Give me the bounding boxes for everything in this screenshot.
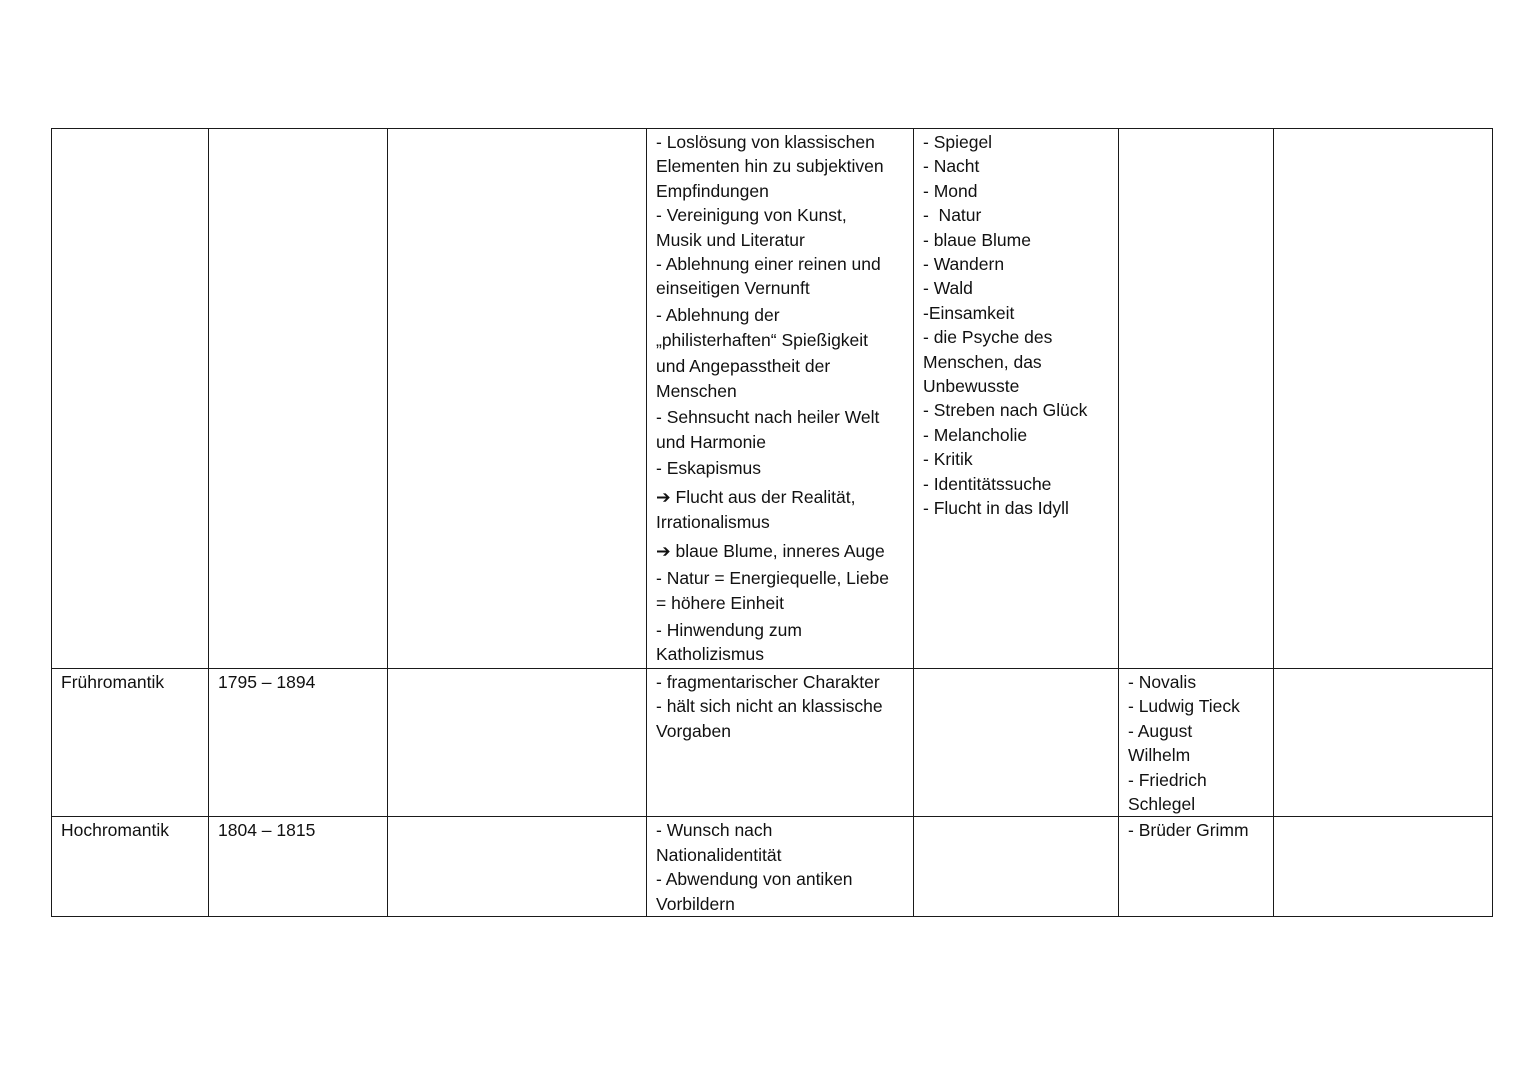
empty-cell [1274, 817, 1493, 917]
text-line: - Spiegel [923, 132, 993, 152]
text-line: - Ablehnung einer reinen und [656, 254, 881, 275]
authors-cell [1119, 669, 1274, 817]
empty-cell [388, 129, 647, 669]
features-cell [647, 817, 914, 917]
text-line: Musik und Literatur [656, 229, 805, 250]
text-line: Schlegel [1128, 794, 1196, 815]
empty-cell [1274, 669, 1493, 817]
text-line: Empfindungen [656, 180, 769, 201]
period-cell: 1804 – 1815 [209, 817, 388, 917]
text-line: - blaue Blume [923, 229, 1031, 250]
text-line: - Abwendung von antiken [656, 869, 853, 890]
text-line: - Hinwendung zum [656, 619, 802, 640]
text-line: - Vereinigung von Kunst, [656, 205, 847, 226]
epoch-cell [52, 129, 209, 669]
text-line: Menschen [656, 381, 737, 402]
text-line: - Friedrich [1128, 769, 1207, 790]
text-line: Elementen hin zu subjektiven [656, 156, 884, 177]
text-line: und Angepasstheit der [656, 355, 831, 376]
text-line: - Wunsch nach [656, 820, 773, 841]
epoch-table [51, 128, 1493, 917]
text-line: - Natur = Energiequelle, Liebe [656, 567, 889, 588]
text-line: = höhere Einheit [656, 593, 784, 614]
text-line: - Novalis [1128, 672, 1197, 692]
text-line: Nationalidentität [656, 844, 782, 865]
epoch-cell: Hochromantik [52, 817, 209, 917]
text-line: - Ablehnung der [656, 304, 780, 325]
text-line: Vorbildern [656, 893, 735, 914]
text-line: - Wandern [923, 254, 1005, 275]
text-line: - Wald [923, 278, 973, 299]
features-cell [647, 129, 914, 669]
text-line: ➔ Flucht aus der Realität, [656, 486, 856, 507]
table-row [52, 669, 1493, 817]
table-row [52, 129, 1493, 669]
epoch-cell: Frühromantik [52, 669, 209, 817]
motifs-cell [914, 129, 1119, 669]
text-line: ➔ blaue Blume, inneres Auge [656, 540, 885, 561]
motifs-cell [914, 817, 1119, 917]
text-line: Katholizismus [656, 644, 764, 665]
text-line: - Melancholie [923, 424, 1028, 445]
features-cell [647, 669, 914, 817]
text-line: - Eskapismus [656, 458, 762, 479]
period-cell [209, 129, 388, 669]
text-line: und Harmonie [656, 431, 766, 452]
empty-cell [388, 669, 647, 817]
text-line: Vorgaben [656, 720, 731, 741]
motifs-cell [914, 669, 1119, 817]
empty-cell [1274, 129, 1493, 669]
text-line: Unbewusste [923, 376, 1020, 397]
text-line: - die Psyche des [923, 327, 1053, 348]
text-line: einseitigen Vernunft [656, 278, 810, 299]
text-line: - Loslösung von klassischen [656, 132, 875, 152]
text-line: - Sehnsucht nach heiler Welt [656, 407, 880, 428]
text-line: - Streben nach Glück [923, 400, 1088, 421]
period-cell: 1795 – 1894 [209, 669, 388, 817]
text-line: - Natur [923, 205, 982, 226]
text-line: „philisterhaften“ Spießigkeit [656, 330, 869, 351]
authors-cell [1119, 129, 1274, 669]
text-line: Menschen, das [923, 351, 1042, 372]
text-line: - Identitätssuche [923, 473, 1052, 494]
text-line: - Flucht in das Idyll [923, 498, 1069, 519]
text-line: - Ludwig Tieck [1128, 696, 1240, 717]
text-line: - August [1128, 720, 1193, 741]
empty-cell [388, 817, 647, 917]
text-line: Irrationalismus [656, 512, 770, 533]
authors-cell [1119, 817, 1274, 917]
text-line: - Brüder Grimm [1128, 820, 1249, 841]
text-line: Wilhelm [1128, 745, 1191, 766]
table-row [52, 817, 1493, 917]
text-line: -Einsamkeit [923, 302, 1015, 323]
text-line: - Mond [923, 180, 978, 201]
text-line: - fragmentarischer Charakter [656, 672, 880, 692]
text-line: - Nacht [923, 156, 980, 177]
text-line: - hält sich nicht an klassische [656, 696, 883, 717]
text-line: - Kritik [923, 449, 973, 470]
